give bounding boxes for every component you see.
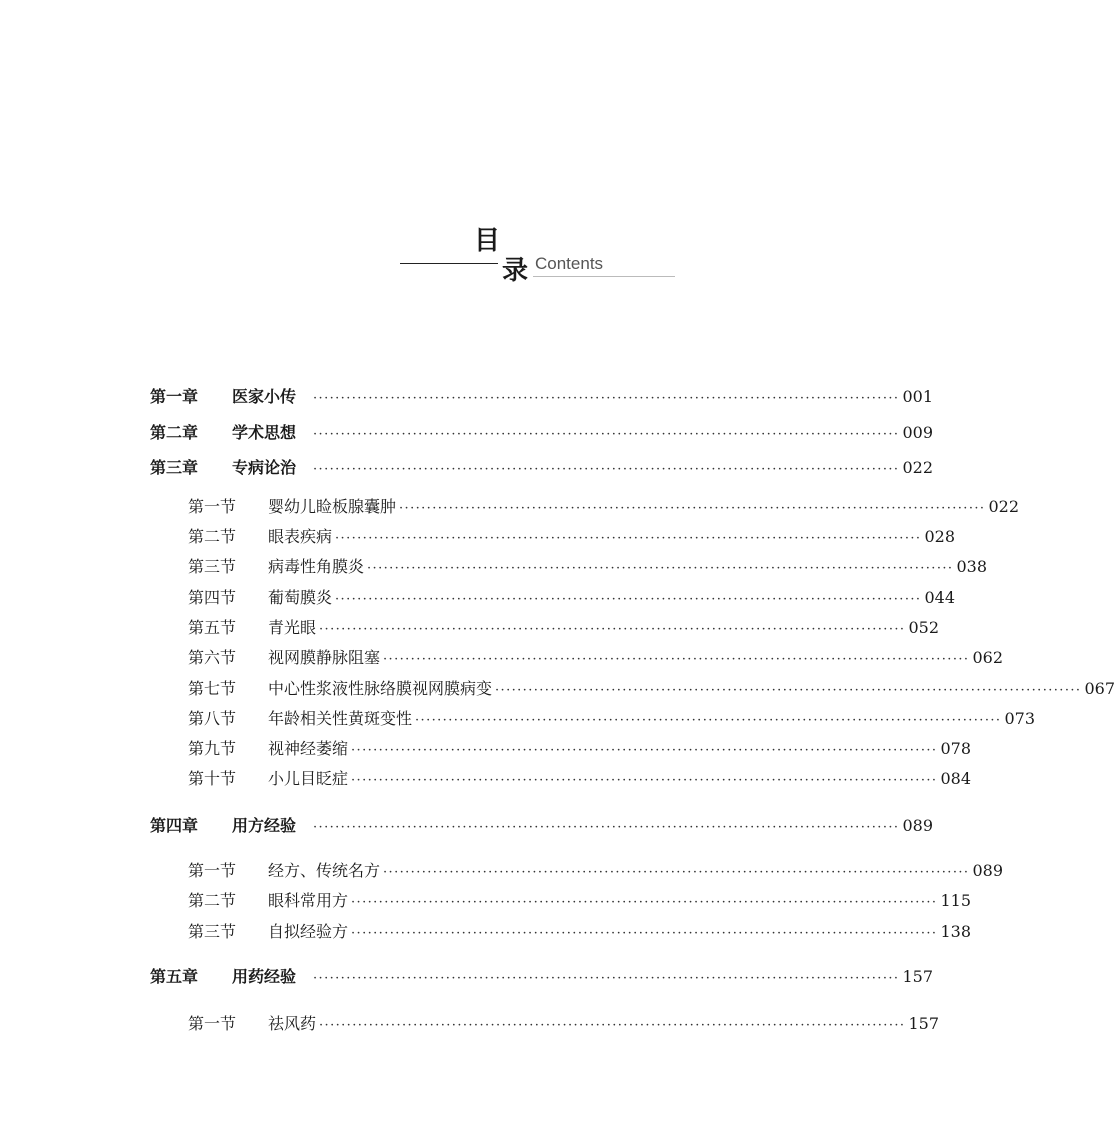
entry-number: 第一节 [188,1014,237,1033]
toc-entry-chapter-5[interactable] [150,965,933,989]
entry-title: 青光眼 [268,618,317,637]
entry-title: 小儿目眨症 [268,769,349,788]
entry-title: 眼表疾病 [268,527,333,546]
toc-entry-chapter-1[interactable] [150,385,933,409]
entry-page: 044 [924,588,955,607]
entry-page: 001 [902,387,933,406]
entry-number: 第二节 [188,527,237,546]
dot-leader: ·········································································································· [351,743,938,758]
entry-number: 第二章 [150,423,199,442]
title-rule-left [400,263,498,264]
dot-leader: ·········································································································· [399,501,986,516]
entry-title: 婴幼儿睑板腺囊肿 [268,497,397,516]
entry-number: 第一节 [188,497,237,516]
entry-number: 第五节 [188,618,237,637]
toc-entry-section[interactable] [188,555,987,579]
entry-page: 022 [902,458,933,477]
entry-title: 病毒性角膜炎 [268,557,365,576]
entry-page: 028 [924,527,955,546]
entry-title: 视网膜静脉阻塞 [268,648,381,667]
toc-entry-chapter-3[interactable] [150,456,933,480]
dot-leader: ·········································································································· [415,713,1002,728]
entry-number: 第三节 [188,922,237,941]
entry-number: 第一节 [188,861,237,880]
dot-leader: ·········································································································· [313,462,900,477]
dot-leader: ·········································································································· [351,773,938,788]
toc-entry-section[interactable] [188,707,1035,731]
title-english: Contents [535,254,604,273]
title-char-mu: 目 [474,226,501,256]
entry-page: 089 [972,861,1003,880]
entry-title: 学术思想 [232,423,297,442]
entry-title: 经方、传统名方 [268,861,381,880]
toc-entry-section[interactable] [188,525,955,549]
toc-entry-chapter-2[interactable] [150,421,933,445]
entry-title: 用方经验 [232,816,297,835]
entry-page: 009 [902,423,933,442]
entry-page: 084 [940,769,971,788]
entry-page: 073 [1004,709,1035,728]
toc-entry-section[interactable] [188,616,939,640]
entry-number: 第五章 [150,967,199,986]
toc-entry-section[interactable] [188,586,955,610]
entry-title: 眼科常用方 [268,891,349,910]
toc-entry-section[interactable] [188,737,971,761]
dot-leader: ·········································································································· [313,820,900,835]
entry-number: 第七节 [188,679,237,698]
entry-page: 038 [956,557,987,576]
entry-page: 089 [902,816,933,835]
entry-page: 067 [1084,679,1115,698]
dot-leader: ·········································································································· [383,865,970,880]
toc-entry-section[interactable] [188,767,971,791]
toc-entry-section[interactable] [188,646,1003,670]
toc-entry-section[interactable] [188,495,1019,519]
entry-number: 第四节 [188,588,237,607]
entry-page: 062 [972,648,1003,667]
entry-page: 052 [908,618,939,637]
entry-number: 第三章 [150,458,199,477]
entry-page: 115 [940,891,971,910]
dot-leader: ·········································································································· [319,1018,906,1033]
title-char-lu: 录 [502,256,529,286]
dot-leader: ·········································································································· [335,592,922,607]
dot-leader: ·········································································································· [313,971,900,986]
entry-page: 138 [940,922,971,941]
toc-entry-section[interactable] [188,859,1003,883]
entry-title: 医家小传 [232,387,297,406]
entry-title: 用药经验 [232,967,297,986]
toc-entry-section[interactable] [188,1012,939,1036]
entry-number: 第二节 [188,891,237,910]
entry-number: 第十节 [188,769,237,788]
entry-number: 第八节 [188,709,237,728]
entry-title: 自拟经验方 [268,922,349,941]
entry-number: 第四章 [150,816,199,835]
dot-leader: ·········································································································· [313,391,900,406]
dot-leader: ·········································································································· [383,652,970,667]
entry-title: 视神经萎缩 [268,739,349,758]
toc-entry-section[interactable] [188,889,971,913]
dot-leader: ·········································································································· [319,622,906,637]
entry-number: 第三节 [188,557,237,576]
entry-page: 157 [902,967,933,986]
dot-leader: ·········································································································· [335,531,922,546]
toc-entry-section[interactable] [188,677,1115,701]
toc-entry-section[interactable] [188,920,971,944]
dot-leader: ·········································································································· [495,683,1082,698]
entry-title: 祛风药 [268,1014,317,1033]
entry-page: 022 [988,497,1019,516]
dot-leader: ·········································································································· [313,427,900,442]
entry-number: 第六节 [188,648,237,667]
entry-number: 第九节 [188,739,237,758]
entry-title: 专病论治 [232,458,297,477]
dot-leader: ·········································································································· [351,926,938,941]
title-rule-right [533,276,675,277]
dot-leader: ·········································································································· [351,895,938,910]
entry-title: 年龄相关性黄斑变性 [268,709,413,728]
dot-leader: ·········································································································· [367,561,954,576]
entry-page: 078 [940,739,971,758]
entry-title: 葡萄膜炎 [268,588,333,607]
entry-number: 第一章 [150,387,199,406]
entry-title: 中心性浆液性脉络膜视网膜病变 [268,679,493,698]
entry-page: 157 [908,1014,939,1033]
toc-entry-chapter-4[interactable] [150,814,933,838]
